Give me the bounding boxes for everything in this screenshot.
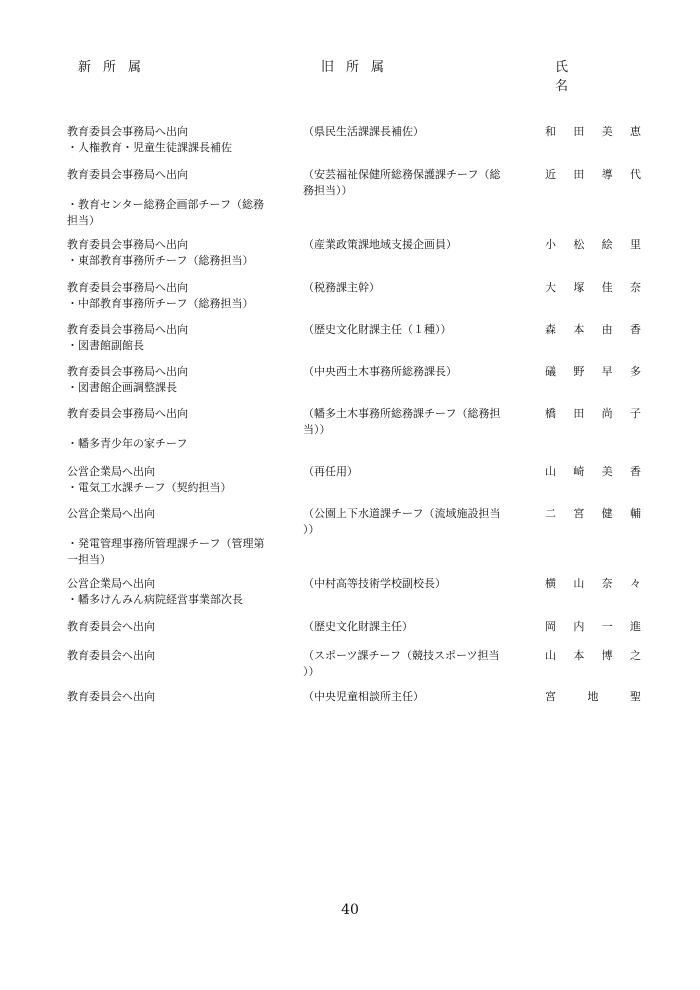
new-post [67, 124, 292, 156]
new-post-department: 教育委員会事務局へ出向 [67, 168, 188, 181]
name-char: 奈 [601, 577, 613, 590]
name-char: 本 [573, 649, 585, 662]
old-post: （スポーツ課チーフ（競技スポーツ担当 ）） [303, 649, 500, 678]
name-char: 礒 [545, 365, 556, 378]
new-post [67, 689, 292, 705]
person-name [545, 280, 641, 296]
new-post-position: ・図書館企画調整課長 [67, 381, 177, 394]
name-char: 近 [545, 168, 556, 181]
name-char: 輔 [629, 507, 641, 520]
name-char: 山 [545, 649, 556, 662]
name-char: 美 [601, 465, 613, 478]
name-char: 里 [629, 238, 641, 251]
name-char: 之 [629, 649, 641, 662]
name-char: 山 [545, 465, 556, 478]
new-post-position: ・中部教育事務所チーフ（総務担当） [67, 297, 254, 310]
name-char: 宮 [573, 507, 585, 520]
name-char: 恵 [629, 125, 641, 138]
person-name [545, 167, 641, 183]
new-post-department: 教育委員会事務局へ出向 [67, 281, 188, 294]
name-char: 奈 [629, 281, 641, 294]
new-post-department: 教育委員会事務局へ出向 [67, 238, 188, 251]
name-char: 橋 [545, 407, 556, 420]
new-post-department: 教育委員会事務局へ出向 [67, 323, 188, 336]
name-char: 内 [573, 620, 585, 633]
name-char: 田 [573, 407, 585, 420]
old-post: （幡多土木事務所総務課チーフ（総務担 当）） [303, 407, 501, 436]
name-char: 博 [601, 649, 613, 662]
old-post: （中央児童相談所主任） [303, 690, 424, 703]
person-name [545, 506, 641, 522]
new-post-position: ・幡多青少年の家チーフ [67, 437, 188, 450]
name-char: 和 [545, 125, 556, 138]
name-char: 香 [629, 323, 641, 336]
old-post: （中村高等技術学校副校長） [303, 577, 446, 590]
new-post-position: ・電気工水課チーフ（契約担当） [67, 481, 232, 494]
name-char: 代 [629, 168, 641, 181]
new-post [67, 464, 292, 496]
new-post-department: 教育委員会へ出向 [67, 690, 155, 703]
page-number: 40 [341, 902, 359, 918]
person-name [545, 237, 641, 253]
name-char: 森 [545, 323, 556, 336]
name-char: 松 [573, 238, 585, 251]
new-post [67, 364, 292, 396]
new-post-position: ・教育センター総務企画部チーフ（総務 担当） [67, 198, 265, 227]
new-post-position: ・発電管理事務所管理課チーフ（管理第 一担当） [67, 537, 265, 566]
name-char: 香 [629, 465, 641, 478]
person-name [545, 464, 641, 480]
person-name [545, 322, 641, 338]
person-name [545, 576, 641, 592]
new-post-department: 教育委員会へ出向 [67, 649, 155, 662]
new-post-position: ・人権教育・児童生徒課課長補佐 [67, 141, 232, 154]
old-post: （中央西土木事務所総務課長） [303, 365, 457, 378]
new-post-department: 教育委員会事務局へ出向 [67, 365, 188, 378]
new-post-department: 教育委員会事務局へ出向 [67, 407, 188, 420]
old-post: （産業政策課地域支援企画員） [303, 238, 457, 251]
new-post-department: 教育委員会へ出向 [67, 620, 155, 633]
name-char: 早 [601, 365, 613, 378]
old-post: （税務課主幹） [303, 281, 380, 294]
name-char: 本 [573, 323, 585, 336]
header-new-post: 新所属 [78, 60, 154, 75]
name-char: 横 [545, 577, 556, 590]
name-char: 子 [629, 407, 641, 420]
name-char: 二 [545, 507, 556, 520]
name-char: 岡 [545, 620, 556, 633]
old-post: （公園上下水道課チーフ（流域施設担当 ）） [303, 507, 501, 536]
new-post [67, 237, 292, 269]
name-char: 田 [573, 168, 585, 181]
old-post: （再任用） [303, 465, 358, 478]
new-post-department: 公営企業局へ出向 [67, 465, 155, 478]
name-char: 一 [601, 620, 613, 633]
name-char: 尚 [601, 407, 613, 420]
name-char: 絵 [601, 238, 613, 251]
new-post-position: ・東部教育事務所チーフ（総務担当） [67, 254, 254, 267]
name-char: 田 [573, 125, 585, 138]
header-name: 氏名 [555, 60, 605, 94]
new-post-department: 公営企業局へ出向 [67, 507, 155, 520]
name-char: 地 [587, 690, 599, 703]
name-char: 々 [629, 577, 641, 590]
new-post [67, 280, 292, 312]
name-char: 塚 [573, 281, 585, 294]
name-char: 導 [601, 168, 613, 181]
new-post [67, 167, 292, 229]
person-name [545, 406, 641, 422]
name-char: 小 [545, 238, 556, 251]
new-post-position: ・図書館副館長 [67, 339, 144, 352]
header-old-post: 旧所属 [321, 60, 397, 75]
new-post [67, 406, 292, 452]
name-char: 多 [629, 365, 641, 378]
name-char: 由 [601, 323, 613, 336]
new-post [67, 619, 292, 635]
new-post [67, 322, 292, 354]
old-post: （歴史文化財課主任（１種）） [303, 323, 452, 336]
new-post-position: ・幡多けんみん病院経営事業部次長 [67, 593, 243, 606]
name-char: 大 [545, 281, 556, 294]
new-post-department: 公営企業局へ出向 [67, 577, 155, 590]
new-post [67, 506, 292, 568]
old-post: （安芸福祉保健所総務保護課チーフ（総 務担当）） [303, 168, 501, 197]
name-char: 聖 [630, 690, 641, 703]
name-char: 山 [573, 577, 585, 590]
new-post [67, 648, 292, 664]
name-char: 美 [601, 125, 613, 138]
person-name [545, 648, 641, 664]
old-post: （県民生活課課長補佐） [303, 125, 424, 138]
name-char: 野 [573, 365, 585, 378]
new-post-department: 教育委員会事務局へ出向 [67, 125, 188, 138]
person-name [545, 364, 641, 380]
old-post: （歴史文化財課主任） [303, 620, 413, 633]
name-char: 崎 [573, 465, 585, 478]
name-char: 宮 [545, 690, 556, 703]
person-name [545, 124, 641, 140]
name-char: 健 [601, 507, 613, 520]
name-char: 佳 [601, 281, 613, 294]
new-post [67, 576, 292, 608]
person-name [545, 689, 641, 705]
name-char: 進 [629, 620, 641, 633]
person-name [545, 619, 641, 635]
